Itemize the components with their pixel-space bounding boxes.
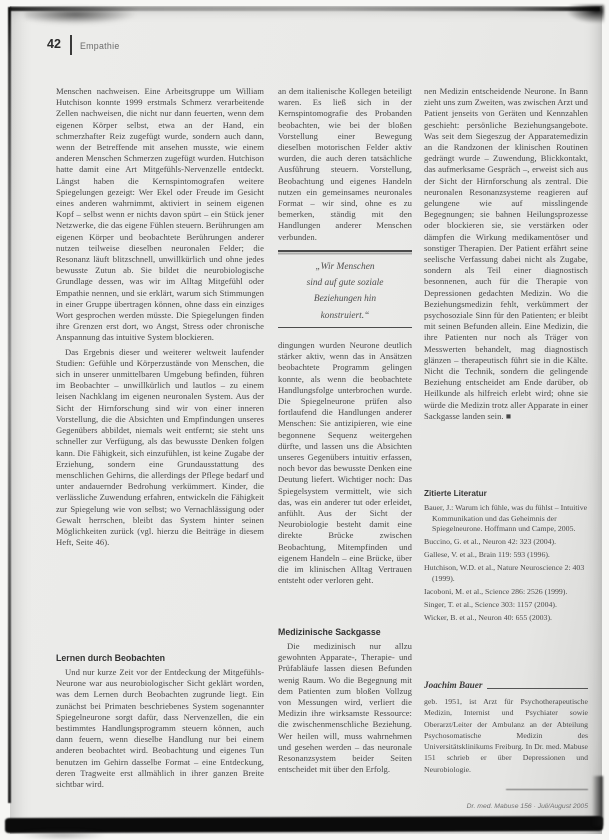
body-column-2-bottom (278, 641, 412, 799)
paragraph: Die medizinisch nur allzu gewohnten Apparate-, Therapie- und Prüfabläufe lassen diesen Befunden wenig Raum. Wo die Begegnung mit dem Patienten zum bloßen Vollzug von Messungen wird, verliert die Medizin ihre wirksamste Ressource: die zwischenmenschliche Beziehung. Wer heilen will, muss wahrnehmen und gesehen werden – das neuronale Resonanzsystem beider Seiten entscheidet mit über den Erfolg. (278, 641, 412, 775)
references-list (424, 503, 588, 626)
reference-item: Buccino, G. et al., Neuron 42: 323 (2004). (424, 537, 557, 547)
reference-item: Wicker, B. et al., Neuron 40: 655 (2003). (424, 613, 552, 623)
reference-item: Bauer, J.: Warum ich fühle, was du fühlst – Intuitive Kommunikation und das Geheimnis der Spiegelneurone. Hoffmann und Campe, 2005. (424, 503, 588, 534)
body-column-2 (278, 86, 412, 244)
journal-footer: Dr. med. Mabuse 156 · Juli/August 2005 (466, 803, 588, 810)
pull-quote (278, 259, 412, 324)
body-column-3 (424, 86, 588, 479)
pull-quote-line: sind auf gute soziale (306, 278, 384, 289)
pull-quote-rule-bottom (278, 327, 412, 328)
scan-edge-top-right (568, 5, 604, 23)
pull-quote-line: Beziehungen hin (313, 294, 377, 305)
reference-item: Gallese, V. et al., Brain 119: 593 (1996). (424, 550, 550, 560)
reference-item: Iacoboni, M. et al., Science 286: 2526 (1999). (424, 587, 568, 597)
reference-item: Hutchison, W.D. et al., Nature Neuroscience 2: 403 (1999). (424, 563, 585, 584)
body-column-2-middle (278, 340, 412, 621)
page-number: 42 (47, 37, 61, 51)
references-title: Zitierte Literatur (424, 489, 487, 498)
pull-quote-line: konstruiert.“ (320, 310, 370, 321)
paragraph: Und nur kurze Zeit vor der Entdeckung der Mitgefühls-Neurone war aus neurobiologischer Sicht geklärt worden, was dem Lernen durch Beobachten zugrunde liegt. Ein zunächst bei Primaten beschriebenes System sogenannter Spiegelneurone sorgt dafür, dass Nervenzellen, die ein bestimmtes Handlungsprogramm steuern können, auch dann feuern, wenn dieselbe Handlung nur bei einem anderen beobachtet wird. Beobachtung und eigenes Tun benutzen im Gehirn dasselbe Format – eine Entdeckung, deren Tragweite erst allmählich in ihrer ganzen Breite sichtbar wird. (56, 667, 264, 790)
paragraph: dingungen wurden Neurone deutlich stärker aktiv, wenn das in Ansätzen beobachtete Programm gelingen konnte, als wenn die beobachtete Handlungsfolge unterbrochen wurde. Die Spiegelneurone prüfen also fortlaufend die Handlungen anderer Menschen: Sie antizipieren, wie eine begonnene Sequenz weitergehen dürfte, und lassen uns die Absichten unseres Gegenübers intuitiv erfassen, noch bevor das bewusste Denken eine Deutung liefert. Wichtiger noch: Das Spiegelsystem vermittelt, wie sich das, was ein anderer tut oder erleidet, anfühlt. Aus der Sicht der Neurobiologie besteht damit eine direkte Brücke zwischen Beobachtung, Mitempfinden und eigenem Handeln – eine Brücke, über die im klinischen Alltag Vertrauen entsteht oder verloren geht. (278, 340, 412, 586)
paragraph-article-end: nen Medizin entscheidende Neurone. In Bann zieht uns zum Zweiten, was zwischen Arzt und Patient jenseits von Geräten und Kennzahlen geschieht: persönliche Beziehungsangebote. Was seit dem Siegeszug der Apparatemedizin an die Randzonen der klinischen Routinen gedrängt wurde – Zuwendung, Blickkontakt, das aufmerksame Gespräch –, erweist sich aus der Sicht der Hirnforschung als zentral. Die neuronalen Resonanzsysteme reagieren auf gelungene wie auf misslingende Begegnungen; sie bahnen Heilungsprozesse oder blockieren sie, sie verstärken oder dämpfen die Wirkung medikamentöser und sonstiger Therapien. Der Patient erfährt seine seelische Verfassung dabei nicht als Zugabe, sondern als Teil einer diagnostisch besonnenen, auch für die Therapie von Depressionen gedachten Medizin. Wo die Beziehungsmedizin fehlt, verkümmert der psychosoziale Sinn für den Patienten; er bleibt mit seinen Befunden allein. Eine Medizin, die ihre Patienten nur noch als Träger von Messwerten behandelt, mag diagnostisch glänzen – therapeutisch führt sie in die Kälte. Nicht die Technik, sondern die gelingende Beziehung entscheidet am Ende darüber, ob Heilkunde als hilfreich erlebt wird; ohne sie würde die Medizin trotz aller Apparate in einer Sackgasse landen sein. ■ (424, 86, 588, 421)
body-column-1 (56, 86, 264, 646)
author-bio-end-rule (506, 789, 588, 790)
scan-smudge-top-left (25, 8, 137, 24)
header-divider (70, 35, 72, 55)
body-column-1-continued (56, 667, 264, 791)
scan-edge-left (8, 7, 11, 803)
paragraph: Das Ergebnis dieser und weiterer weltweit laufender Studien: Gefühle und Körperzustände von Menschen, die sich in unserer unmittelbaren Umgebung befinden, führen im Beobachter – unwillkürlich und lautlos – zu einem leisen Nachklang im eigenen neuronalen System. Aus der Sicht der Hirnforschung sind wir von einer inneren Vorstellung, die die Absichten und Empfindungen unseres Gegenübers abbildet, niemals weit entfernt; sie steht uns schneller zur Verfügung, als das bewusste Denken folgen kann. Die Fähigkeit, sich einzufühlen, ist keine Zugabe der Erziehung, sondern eine Grundausstattung des menschlichen Gehirns, die allerdings der Pflege bedarf und unter andauernder Bedrohung verkümmert. Kinder, die verlässliche Zuwendung erfahren, entwickeln die Fähigkeit zur Spiegelung wie von selbst; wo Vernachlässigung oder Gewalt herrschen, bleibt das System hinter seinen Möglichkeiten zurück (vgl. hierzu die Beiträge in diesem Heft, Seite 46). (56, 346, 264, 548)
section-heading-lernen-durch-beobachten: Lernen durch Beobachten (56, 653, 165, 663)
scan-smudge-bottom-left (18, 831, 108, 839)
reference-item: Singer, T. et al., Science 303: 1157 (2004). (424, 600, 557, 610)
paragraph: Menschen nachweisen. Eine Arbeitsgruppe um William Hutchison konnte 1999 erstmals Schmerz verarbeitende Zellen nachweisen, die nicht nur dann feuerten, wenn dem eigenen Körper selbst, etwa an der Hand, ein schmerzhafter Reiz zugefügt wurde, sondern auch dann, wenn der Betreffende mit ansehen musste, wie einem anderen Menschen Schmerzen zugefügt wurden. Hutchison hatte damit eine Art Mitgefühls-Nervenzelle entdeckt. Längst haben die Kernspintomografen weitere Spiegelungen gezeigt: Wer Ekel oder Freude im Gesicht eines anderen wahrnimmt, aktiviert in seinem eigenen Kopf – selbst wenn er nichts davon spürt – ein Stück jener Netzwerke, die das eigene Fühlen steuern. Berührungen am eigenen Körper und beobachtete Berührungen anderer nutzen teilweise dieselben neuronalen Felder; die Resonanz läuft blitzschnell, unwillkürlich und ohne jedes bewusste Zutun ab. Sie bildet die neurobiologische Grundlage dessen, was wir im Alltag Mitgefühl oder Empathie nennen, und sie erklärt, warum sich Stimmungen in einer Gruppe übertragen können, ohne dass ein einziges Wort gesprochen werden müsste. Die Spiegelungen finden ihre Grenzen erst dort, wo Angst, Stress oder chronische Anspannung das intuitive System blockieren. (56, 86, 264, 343)
scan-edge-bottom-right (592, 776, 603, 826)
paragraph: an dem italienische Kollegen beteiligt waren. Es ließ sich in der Kernspintomografie des Probanden beobachten, wie bei der bloßen Vorstellung einer Bewegung dieselben motorischen Felder aktiv wurden, die auch deren tatsächliche Ausführung steuern. Vorstellung, Beobachtung und eigenes Handeln nutzen ein gemeinsames neuronales Format – wir sind, ohne es zu bemerken, ständig mit den Handlungen anderer Menschen verbunden. (278, 86, 412, 242)
pull-quote-rule-top (278, 250, 412, 252)
section-label: Empathie (80, 41, 120, 51)
author-name: Joachim Bauer (424, 680, 483, 690)
author-name-rule (487, 688, 588, 689)
author-bio: geb. 1951, ist Arzt für Psychotherapeutische Medizin, Internist und Psychiater sowie Oberarzt/Leiter der Ambulanz an der Abteilung Psychosomatische Medizin des Universitätsklinikums Freiburg. In Dr. med. Mabuse 151 schrieb er über Depressionen und Neurobiologie. (424, 697, 588, 774)
section-heading-medizinische-sackgasse: Medizinische Sackgasse (278, 627, 381, 637)
pull-quote-line: „Wir Menschen (315, 262, 375, 272)
